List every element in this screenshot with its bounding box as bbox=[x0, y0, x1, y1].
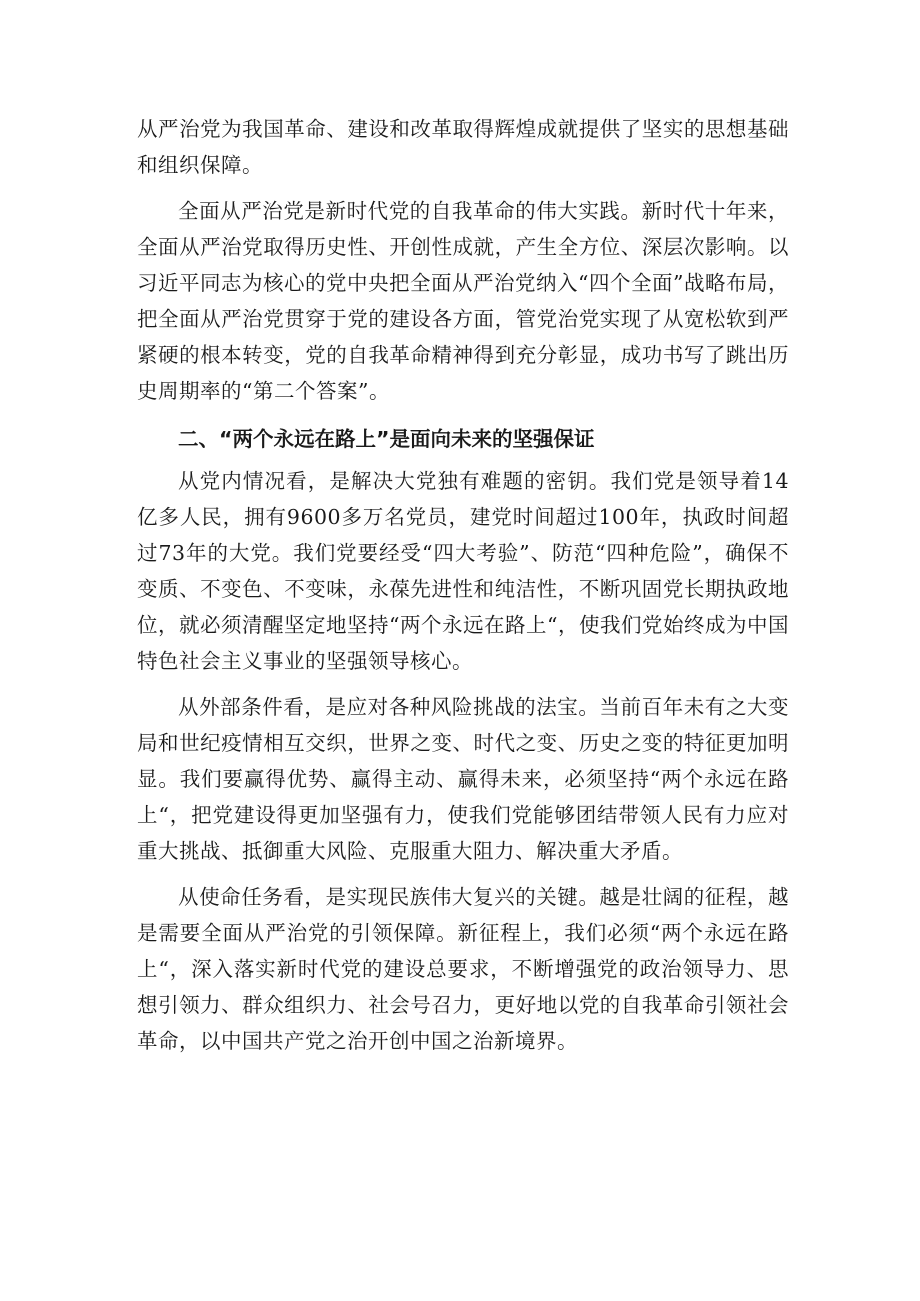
paragraph-external: 从外部条件看，是应对各种风险挑战的法宝。当前百年未有之大变局和世纪疫情相互交织，世界之变、时代之变、历史之变的特征更加明显。我们要赢得优势、赢得主动、赢得未来，必须坚持“两个永远在路上“，把党建设得更加坚强有力，使我们党能够团结带领人民有力应对重大挑战、抵御重大风险、克服重大阻力、解决重大矛盾。 bbox=[137, 695, 789, 863]
document-page bbox=[137, 111, 789, 1069]
paragraph-mission: 从使命任务看，是实现民族伟大复兴的关键。越是壮阔的征程，越是需要全面从严治党的引领保障。新征程上，我们必须“两个永远在路上“，深入落实新时代党的建设总要求，不断增强党的政治领导力、思想引领力、群众组织力、社会号召力，更好地以党的自我革命引领社会革命，以中国共产党之治开创中国之治新境界。 bbox=[137, 885, 789, 1053]
paragraph-internal: 从党内情况看，是解决大党独有难题的密钥。我们党是领导着14亿多人民，拥有9600多万名党员，建党时间超过100年，执政时间超过73年的大党。我们党要经受“四大考验”、防范“四种危险”，确保不变质、不变色、不变味，永葆先进性和纯洁性，不断巩固党长期执政地位，就必须清醒坚定地坚持“两个永远在路上“，使我们党始终成为中国特色社会主义事业的坚强领导核心。 bbox=[137, 469, 789, 673]
paragraph-self-revolution: 全面从严治党是新时代党的自我革命的伟大实践。新时代十年来，全面从严治党取得历史性、开创性成就，产生全方位、深层次影响。以习近平同志为核心的党中央把全面从严治党纳入“四个全面”战略布局，把全面从严治党贯穿于党的建设各方面，管党治党实现了从宽松软到严紧硬的根本转变，党的自我革命精神得到充分彰显，成功书写了跳出历史周期率的“第二个答案”。 bbox=[137, 199, 789, 403]
paragraph-continuation: 从严治党为我国革命、建设和改革取得辉煌成就提供了坚实的思想基础和组织保障。 bbox=[137, 117, 789, 177]
section-heading: 二、“两个永远在路上”是面向未来的坚强保证 bbox=[178, 427, 595, 451]
